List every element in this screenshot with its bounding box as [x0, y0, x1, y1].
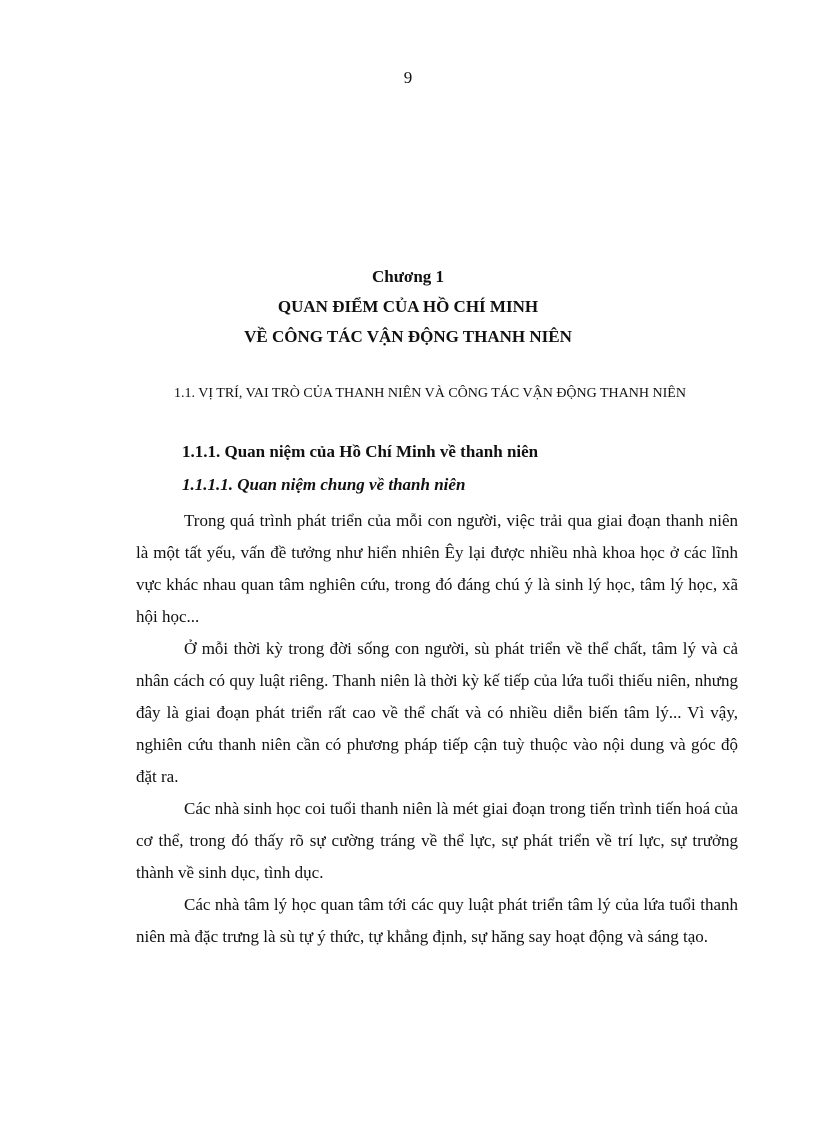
section-heading-1-1-1: 1.1.1. Quan niệm của Hồ Chí Minh về thanh niên [182, 442, 539, 461]
body-text [136, 505, 738, 953]
section-heading-1-1-1-1: 1.1.1.1. Quan niệm chung về thanh niên [182, 475, 466, 494]
paragraph: Trong quá trình phát triển của mỗi con người, việc trải qua giai đoạn thanh niên là một tất yếu, vấn đề tưởng như hiển nhiên Êy lại được nhiều nhà khoa học ở các lĩnh vực khác nhau quan tâm nghiên cứu, trong đó đáng chú ý là sinh lý học, tâm lý học, xã hội học... [136, 511, 738, 626]
section-heading-1-1: 1.1. VỊ TRÍ, VAI TRÒ CỦA THANH NIÊN VÀ CÔNG TÁC VẬN ĐỘNG THANH NIÊN [174, 386, 686, 401]
chapter-title-line-1: QUAN ĐIỂM CỦA HỒ CHÍ MINH [277, 297, 539, 316]
paragraph: Các nhà tâm lý học quan tâm tới các quy luật phát triển tâm lý của lứa tuổi thanh niên mà đặc trưng là sù tự ý thức, tự khẳng định, sự hăng say hoạt động và sáng tạo. [136, 895, 738, 946]
chapter-title-line-2: VỀ CÔNG TÁC VẬN ĐỘNG THANH NIÊN [244, 327, 572, 346]
page-number: 9 [403, 68, 413, 87]
chapter-heading [0, 262, 816, 352]
paragraph: Ở mỗi thời kỳ trong đời sống con người, sù phát triển về thể chất, tâm lý và cả nhân cách có quy luật riêng. Thanh niên là thời kỳ kế tiếp của lứa tuổi thiếu niên, nhưng đây là giai đoạn phát triển rất cao về thể chất và có nhiều diễn biến tâm lý... Vì vậy, nghiên cứu thanh niên cần có phương pháp tiếp cận tuỳ thuộc vào nội dung và góc độ đặt ra. [136, 639, 738, 786]
chapter-label: Chương 1 [371, 267, 445, 286]
paragraph: Các nhà sinh học coi tuổi thanh niên là mét giai đoạn trong tiến trình tiến hoá của cơ thể, trong đó thấy rõ sự cường tráng về thể lực, sự phát triển về trí lực, sự trưởng thành về sinh dục, tình dục. [136, 799, 738, 882]
